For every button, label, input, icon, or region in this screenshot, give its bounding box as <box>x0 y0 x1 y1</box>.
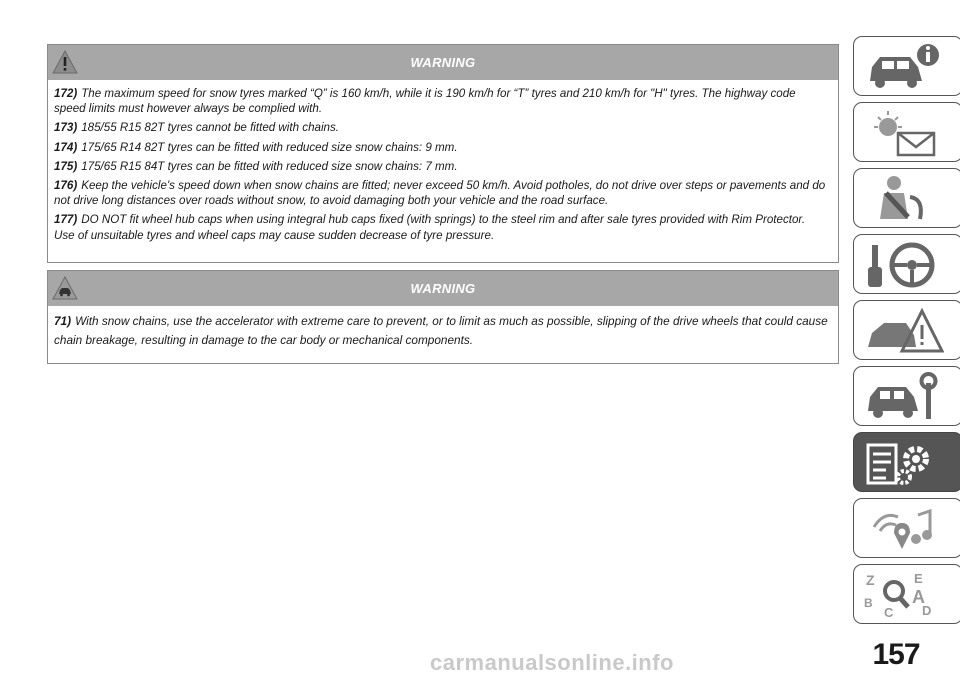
svg-text:A: A <box>912 587 925 607</box>
tab-multimedia[interactable] <box>853 498 960 558</box>
technical-specs-gear-icon <box>864 437 944 489</box>
page-number: 157 <box>872 638 920 671</box>
tab-maintenance[interactable] <box>853 366 960 426</box>
warning-item: 176) Keep the vehicle's speed down when snow chains are fitted; never exceed 50 km/h. Avoid potholes, do not drive over steps or pavements and do not drive long distances over roads without snow, to avoid damaging both your vehicle and the road surface. <box>54 179 826 208</box>
warning-item: 173) 185/55 R15 82T tyres cannot be fitted with chains. <box>54 121 340 135</box>
watermark: carmanualsonline.info <box>430 650 674 675</box>
warning-item: 175) 175/65 R15 84T tyres can be fitted with reduced size snow chains: 7 mm. <box>54 159 458 173</box>
warning-item: 71) With snow chains, use the accelerator with extreme care to prevent, or to limit as much as possible, slipping of the drive wheels that could cause chain breakage, resulting in damage to the car body or mechanical components. <box>54 314 828 347</box>
warning-panel-1 <box>47 44 839 263</box>
tab-technical-specifications[interactable] <box>853 432 960 492</box>
warning-panel-2 <box>47 270 839 364</box>
svg-text:C: C <box>884 605 894 620</box>
warning-title: WARNING <box>410 55 476 70</box>
warning-item: 177) DO NOT fit wheel hub caps when using integral hub caps fixed (with springs) to the steel rim and after sale tyres provided with Rim Protector. Use of unsuitable tyres and wheel caps may cause sudden decrease of tyre pressure. <box>54 213 806 242</box>
seat-belt-airbag-icon <box>864 173 944 225</box>
svg-text:D: D <box>922 603 932 618</box>
index-search-icon <box>864 569 944 621</box>
tab-starting-driving[interactable] <box>853 234 960 294</box>
car-maintenance-wrench-icon <box>864 371 944 423</box>
warning-header <box>48 271 838 306</box>
tab-warning-lights[interactable] <box>853 102 960 162</box>
svg-text:B: B <box>864 596 873 610</box>
warning-title: WARNING <box>410 281 476 296</box>
warning-light-message-icon <box>864 107 944 159</box>
multimedia-music-icon <box>864 503 944 555</box>
svg-text:E: E <box>914 571 923 586</box>
warning-item: 172) The maximum speed for snow tyres marked “Q” is 160 km/h, while it is 190 km/h for “T” tyres and 210 km/h for "H" tyres. The highway code speed limits must however always be complied with. <box>54 87 796 116</box>
warning-header <box>48 45 838 80</box>
svg-text:Z: Z <box>866 572 875 588</box>
key-steering-wheel-icon <box>864 239 944 291</box>
tab-car-info[interactable] <box>853 36 960 96</box>
tab-safety[interactable] <box>853 168 960 228</box>
emergency-triangle-icon <box>864 305 944 357</box>
tab-emergency[interactable] <box>853 300 960 360</box>
car-info-icon <box>864 41 944 93</box>
tab-index[interactable] <box>853 564 960 624</box>
warning-item: 174) 175/65 R14 82T tyres can be fitted with reduced size snow chains: 9 mm. <box>54 140 458 154</box>
